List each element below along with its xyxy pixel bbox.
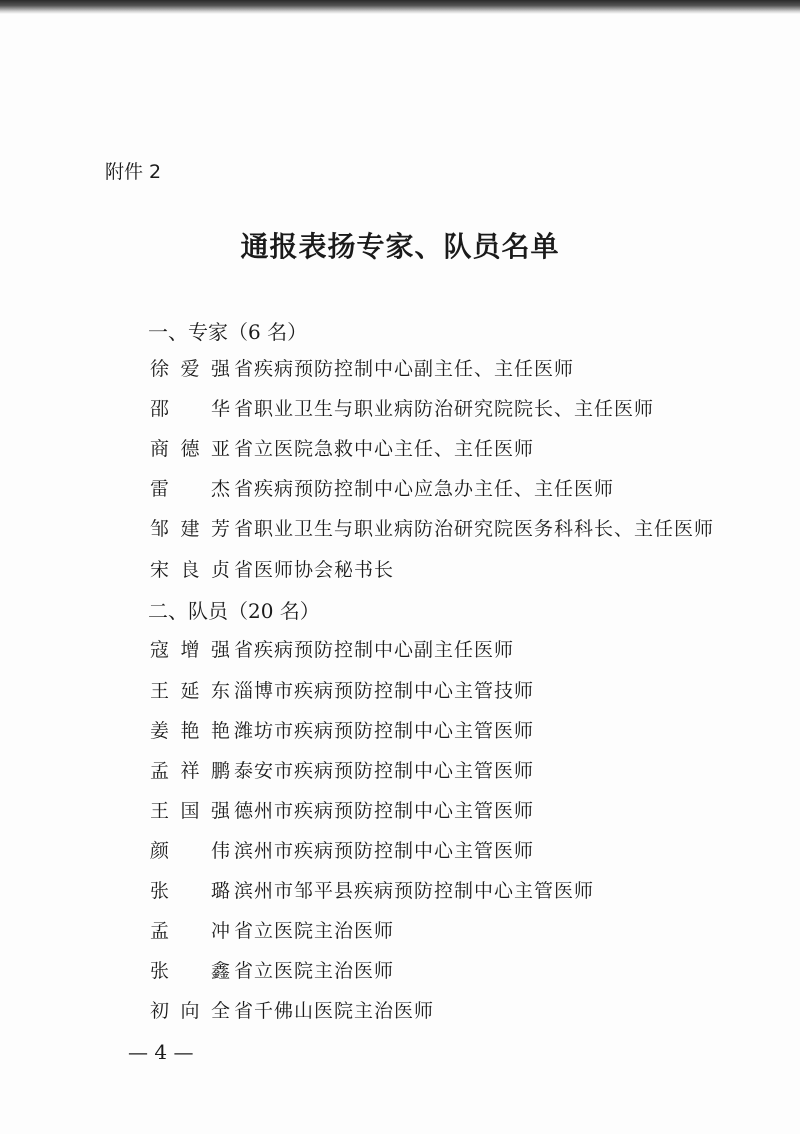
- person-position: 省千佛山医院主治医师: [234, 1000, 435, 1022]
- person-position: 滨州市疾病预防控制中心主管医师: [234, 840, 535, 862]
- person-position: 泰安市疾病预防控制中心主管医师: [234, 760, 535, 782]
- person-name: 寇增强: [150, 639, 230, 661]
- list-item: [150, 394, 654, 424]
- person-position: 省医师协会秘书长: [234, 559, 395, 581]
- person-position: 德州市疾病预防控制中心主管医师: [234, 800, 535, 822]
- person-name: 孟祥鹏: [150, 760, 230, 782]
- person-position: 滨州市邹平县疾病预防控制中心主管医师: [234, 880, 595, 902]
- person-name: 王延东: [150, 680, 230, 702]
- page-number: — 4 —: [128, 1040, 194, 1064]
- person-name: 王国强: [150, 800, 230, 822]
- list-item: [150, 354, 574, 384]
- list-item: [150, 956, 394, 986]
- list-item: [150, 716, 534, 746]
- list-item: [150, 474, 614, 504]
- list-item: [150, 836, 534, 866]
- section-heading-members: 二、队员（20 名）: [148, 599, 320, 623]
- list-item: [150, 996, 434, 1026]
- list-item: [150, 796, 534, 826]
- document-title: 通报表扬专家、队员名单: [240, 230, 560, 263]
- list-item: [150, 635, 514, 665]
- person-position: 省职业卫生与职业病防治研究院院长、主任医师: [234, 398, 655, 420]
- person-position: 省疾病预防控制中心副主任、主任医师: [234, 358, 575, 380]
- person-name: 宋良贞: [150, 559, 230, 581]
- list-item: [150, 555, 394, 585]
- scan-top-edge: [0, 0, 800, 14]
- person-position: 省职业卫生与职业病防治研究院医务科科长、主任医师: [234, 518, 715, 540]
- list-item: [150, 876, 594, 906]
- person-position: 省疾病预防控制中心应急办主任、主任医师: [234, 478, 615, 500]
- person-name: 张 璐: [150, 880, 230, 902]
- list-item: [150, 514, 714, 544]
- person-name: 邹建芳: [150, 518, 230, 540]
- person-position: 省立医院主治医师: [234, 960, 395, 982]
- person-name: 张 鑫: [150, 960, 230, 982]
- person-name: 颜 伟: [150, 840, 230, 862]
- person-name: 孟 冲: [150, 920, 230, 942]
- person-position: 淄博市疾病预防控制中心主管技师: [234, 680, 535, 702]
- person-name: 商德亚: [150, 438, 230, 460]
- person-position: 省立医院急救中心主任、主任医师: [234, 438, 535, 460]
- person-name: 邵 华: [150, 398, 230, 420]
- section-heading-experts: 一、专家（6 名）: [148, 320, 308, 344]
- person-position: 省疾病预防控制中心副主任医师: [234, 639, 515, 661]
- list-item: [150, 756, 534, 786]
- list-item: [150, 434, 534, 464]
- person-name: 初向全: [150, 1000, 230, 1022]
- person-name: 姜艳艳: [150, 720, 230, 742]
- person-name: 雷 杰: [150, 478, 230, 500]
- list-item: [150, 676, 534, 706]
- list-item: [150, 916, 394, 946]
- person-position: 潍坊市疾病预防控制中心主管医师: [234, 720, 535, 742]
- person-position: 省立医院主治医师: [234, 920, 395, 942]
- attachment-label: 附件 2: [105, 161, 162, 183]
- person-name: 徐爱强: [150, 358, 230, 380]
